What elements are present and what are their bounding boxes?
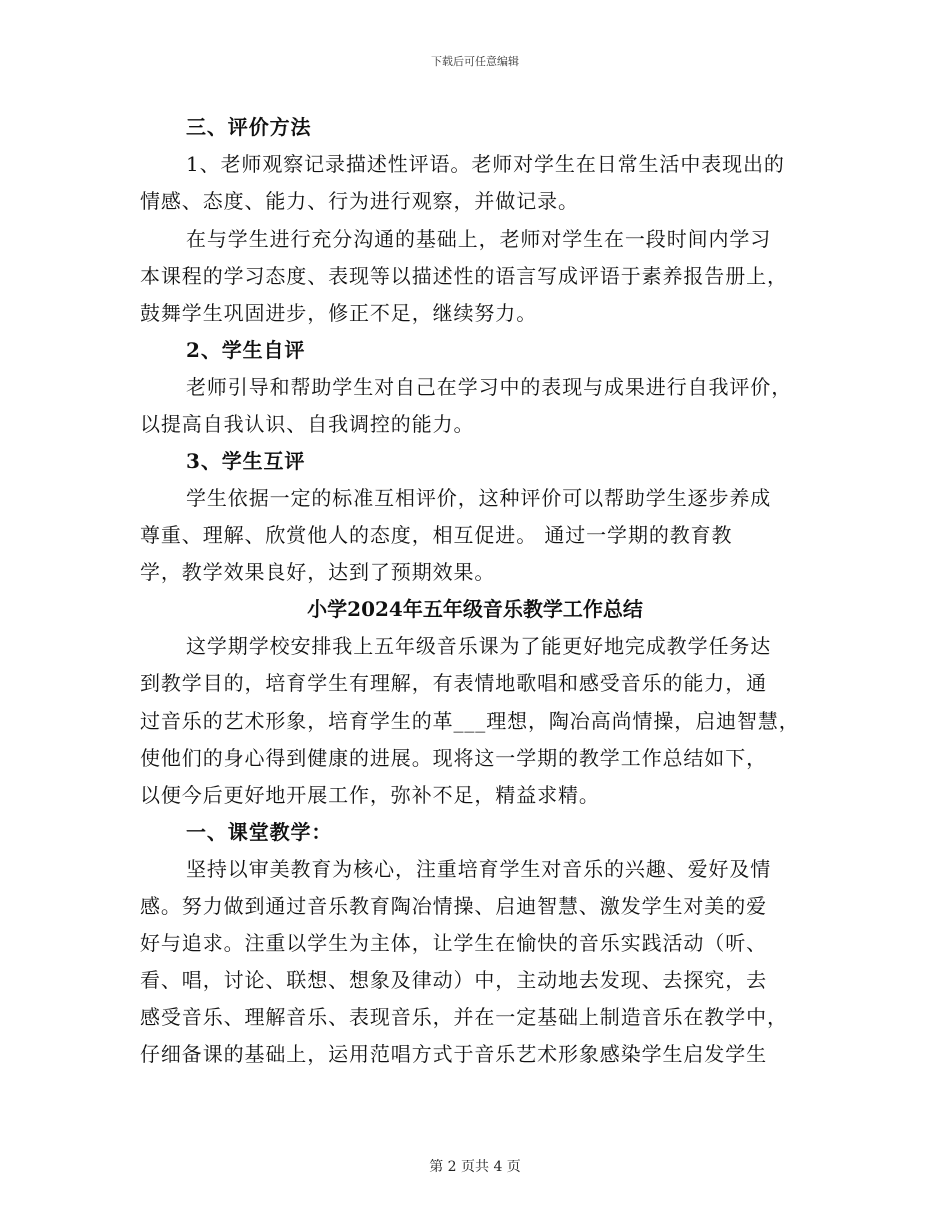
paragraph-line: 在与学生进行充分沟通的基础上，老师对学生在一段时间内学习 <box>186 227 772 251</box>
subheading-self-evaluation: 2、学生自评 <box>186 338 306 362</box>
paragraph-line: 情感、态度、能力、行为进行观察，并做记录。 <box>140 189 579 213</box>
paragraph-line: 尊重、理解、欣赏他人的态度，相互促进。 通过一学期的教育教 <box>140 523 733 547</box>
paragraph-line: 鼓舞学生巩固进步，修正不足，继续努力。 <box>140 301 538 325</box>
paragraph-line: 过音乐的艺术形象，培育学生的革___理想，陶冶高尚情操，启迪智慧， <box>140 709 800 733</box>
paragraph-line: 学生依据一定的标准互相评价，这种评价可以帮助学生逐步养成 <box>186 486 772 510</box>
paragraph-line: 老师引导和帮助学生对自己在学习中的表现与成果进行自我评价， <box>186 375 793 399</box>
paragraph-line: 以便今后更好地开展工作，弥补不足，精益求精。 <box>140 783 600 807</box>
paragraph-line: 使他们的身心得到健康的进展。现将这一学期的教学工作总结如下， <box>140 746 767 770</box>
paragraph-line: 看、唱，讨论、联想、想象及律动）中，主动地去发现、去探究，去 <box>140 968 767 992</box>
paragraph-line: 本课程的学习态度、表现等以描述性的语言写成评语于素养报告册上， <box>140 264 788 288</box>
section-heading-evaluation-methods: 三、评价方法 <box>186 115 312 139</box>
paragraph-line: 感受音乐、理解音乐、表现音乐，并在一定基础上制造音乐在教学中， <box>140 1005 788 1029</box>
paragraph-line: 1、老师观察记录描述性评语。老师对学生在日常生活中表现出的 <box>186 152 785 176</box>
section-heading-classroom-teaching: 一、课堂教学： <box>186 820 333 844</box>
paragraph-line: 好与追求。注重以学生为主体，让学生在愉快的音乐实践活动（听、 <box>140 931 767 955</box>
document-title: 小学2024年五年级音乐教学工作总结 <box>307 597 643 621</box>
paragraph-line: 以提高自我认识、自我调控的能力。 <box>140 412 475 436</box>
subheading-peer-evaluation: 3、学生互评 <box>186 449 306 473</box>
paragraph-line: 仔细备课的基础上，运用范唱方式于音乐艺术形象感染学生启发学生 <box>140 1042 767 1066</box>
paragraph-line: 学，教学效果良好，达到了预期效果。 <box>140 560 496 584</box>
paragraph-line: 这学期学校安排我上五年级音乐课为了能更好地完成教学任务达 <box>186 634 772 658</box>
page-header: 下载后可任意编辑 <box>431 55 519 68</box>
paragraph-line: 感。努力做到通过音乐教育陶冶情操、启迪智慧、激发学生对美的爱 <box>140 894 767 918</box>
page-footer: 第 2 页共 4 页 <box>429 1159 521 1175</box>
paragraph-line: 到教学目的，培育学生有理解，有表情地歌唱和感受音乐的能力，通 <box>140 671 767 695</box>
paragraph-line: 坚持以审美教育为核心，注重培育学生对音乐的兴趣、爱好及情 <box>186 857 772 881</box>
